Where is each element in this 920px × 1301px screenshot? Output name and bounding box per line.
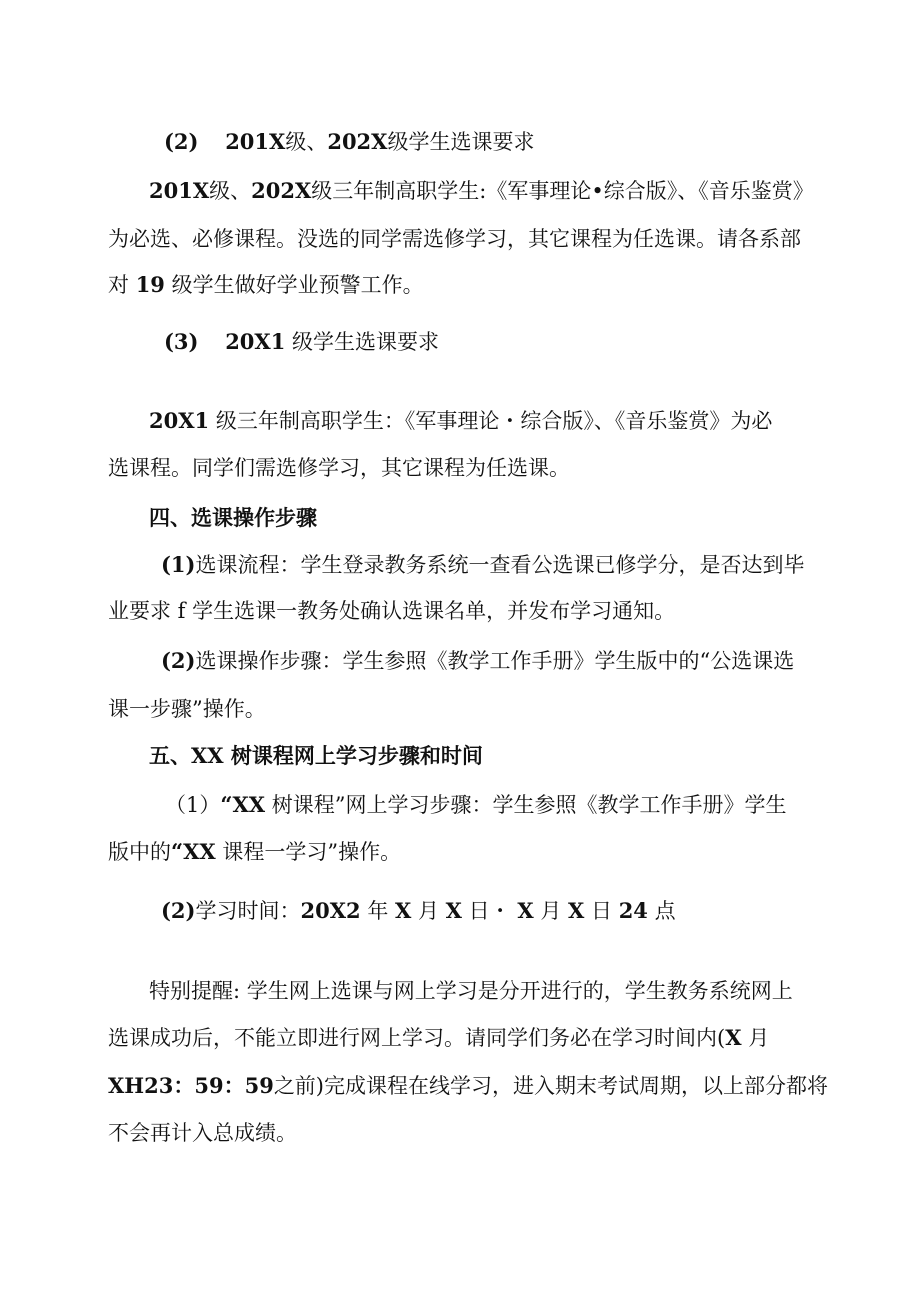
text: X: [725, 1025, 742, 1050]
item-number: （1）: [165, 793, 221, 817]
year-b: 202X: [251, 178, 312, 203]
text: 24: [618, 898, 648, 923]
notice-line-2: [108, 1023, 769, 1053]
subheading-2-number: (2): [164, 129, 199, 154]
text: 级学生选课要求: [387, 130, 535, 154]
subheading-3: [164, 327, 439, 357]
subheading-2: [164, 127, 534, 157]
text: 树课程”网上学习步骤：学生参照《教学工作手册》学生: [271, 793, 787, 817]
year-b: 202X: [327, 129, 388, 154]
s4-p1-line-2: [108, 596, 675, 626]
notice-line-1: [149, 976, 793, 1006]
item-number: (2): [161, 898, 196, 923]
text: X: [395, 898, 412, 923]
s2-body-line-2: [108, 224, 801, 254]
deadline-time: XH23：59：59: [108, 1073, 274, 1098]
text: 级三年制高职学生:《军事理论•综合版》、《音乐鉴赏》: [311, 179, 814, 203]
text: 特别提醒: 学生网上选课与网上学习是分开进行的，学生教务系统网上: [149, 979, 793, 1003]
text: 版中的: [108, 840, 171, 864]
text: 选课操作步骤：学生参照《教学工作手册》学生版中的“公选课选: [195, 649, 795, 673]
s3-body-line-1: [149, 406, 772, 436]
section-4-heading: 四、选课操作步骤: [149, 505, 317, 530]
year: 20X1: [225, 329, 286, 354]
s2-body-line-3: [108, 270, 424, 300]
notice-line-4: [108, 1118, 297, 1148]
text: “XX: [220, 792, 266, 817]
section-5-heading: [149, 741, 483, 771]
text: 日・: [468, 899, 511, 923]
text: 树课程网上学习步骤和时间: [230, 743, 483, 768]
s2-body-line-1: [149, 176, 814, 206]
text: X: [445, 898, 462, 923]
grade-number: 19: [135, 272, 165, 297]
s4-p1-line-1: [161, 550, 804, 580]
item-number: (1): [161, 552, 196, 577]
text: 选课程。同学们需选修学习，其它课程为任选课。: [108, 456, 570, 480]
text: XX: [191, 743, 224, 768]
s5-p2: [161, 896, 676, 926]
text: 选课流程：学生登录教务系统一查看公选课已修学分，是否达到毕: [195, 553, 805, 577]
year: 20X1: [149, 408, 210, 433]
text: 课一步骤”操作。: [108, 697, 266, 721]
notice-line-3: [108, 1071, 828, 1101]
s5-p1-line-2: [108, 837, 401, 867]
text: 级学生做好学业预警工作。: [171, 273, 424, 297]
s4-p2-line-1: [161, 646, 794, 676]
text: 年: [367, 899, 389, 923]
item-number: (2): [161, 648, 196, 673]
year: 20X2: [300, 898, 361, 923]
text: X: [517, 898, 534, 923]
text: 月: [417, 899, 439, 923]
text: 日: [591, 899, 612, 923]
text: 不会再计入总成绩。: [108, 1121, 297, 1145]
text: 之前)完成课程在线学习，进入期末考试周期，以上部分都将: [273, 1074, 829, 1098]
s3-body-line-2: [108, 453, 570, 483]
s4-p2-line-2: [108, 694, 266, 724]
text: 级三年制高职学生：《军事理论・综合版》、《音乐鉴赏》为必: [215, 409, 773, 433]
text: “XX: [171, 839, 216, 864]
text: 业要求 f 学生选课一教务处确认选课名单，并发布学习通知。: [108, 599, 676, 623]
text: X: [568, 898, 585, 923]
text: 级、: [209, 179, 252, 203]
text: 对: [108, 273, 129, 297]
text: 选课成功后，不能立即进行网上学习。请同学们务必在学习时间内(: [108, 1026, 726, 1050]
text: 点: [654, 899, 676, 923]
text: 五、: [149, 743, 191, 768]
text: 月: [748, 1026, 770, 1050]
text: 级学生选课要求: [292, 330, 440, 354]
year-a: 201X: [225, 129, 286, 154]
text: 级、: [285, 130, 328, 154]
s5-p1-line-1: [165, 790, 786, 820]
text: 学习时间：: [195, 899, 301, 923]
text: 课程一学习”操作。: [222, 840, 402, 864]
text: 为必选、必修课程。没选的同学需选修学习，其它课程为任选课。请各系部: [108, 227, 801, 251]
subheading-3-number: (3): [164, 329, 199, 354]
text: 月: [540, 899, 562, 923]
year-a: 201X: [149, 178, 210, 203]
